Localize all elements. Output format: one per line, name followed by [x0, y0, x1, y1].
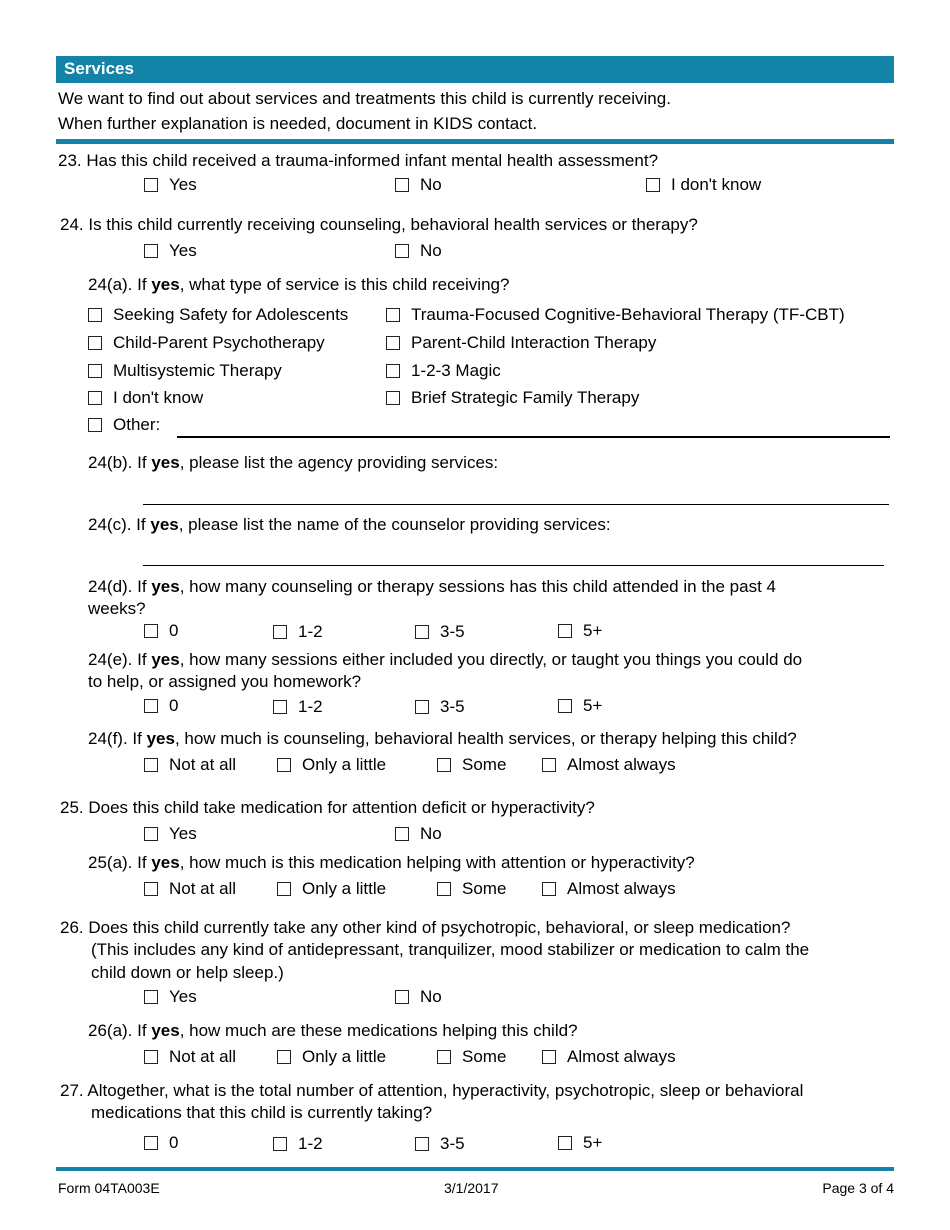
checkbox[interactable]	[395, 827, 409, 841]
q26a-some[interactable]: Some	[437, 1046, 506, 1067]
q24a-bsft[interactable]: Brief Strategic Family Therapy	[386, 387, 639, 408]
q25a-almost-always[interactable]: Almost always	[542, 878, 676, 899]
checkbox[interactable]	[144, 758, 158, 772]
q27-0[interactable]: 0	[144, 1132, 178, 1153]
checkbox[interactable]	[88, 418, 102, 432]
checkbox[interactable]	[415, 1137, 429, 1151]
q24a-pcit[interactable]: Parent-Child Interaction Therapy	[386, 332, 656, 353]
q24f-only-a-little[interactable]: Only a little	[277, 754, 386, 775]
q27-5plus[interactable]: 5+	[558, 1132, 602, 1153]
question-27: 27. Altogether, what is the total number of attention, hyperactivity, psychotropic, sleep or behavioral	[60, 1081, 804, 1100]
q24a-other[interactable]: Other:	[88, 414, 160, 435]
q23-no[interactable]: No	[395, 174, 442, 195]
q25-no[interactable]: No	[395, 823, 442, 844]
checkbox[interactable]	[277, 1050, 291, 1064]
q26a-not-at-all[interactable]: Not at all	[144, 1046, 236, 1067]
q24f-almost-always[interactable]: Almost always	[542, 754, 676, 775]
q24a-dont-know[interactable]: I don't know	[88, 387, 203, 408]
checkbox[interactable]	[646, 178, 660, 192]
q24d-1-2[interactable]: 1-2	[273, 621, 323, 642]
checkbox[interactable]	[558, 1136, 572, 1150]
checkbox[interactable]	[558, 624, 572, 638]
question-25a: 25(a). If yes, how much is this medication helping with attention or hyperactivity?	[88, 853, 695, 872]
q24d-0[interactable]: 0	[144, 620, 178, 641]
checkbox[interactable]	[415, 625, 429, 639]
section-divider	[56, 139, 894, 144]
question-27-line2: medications that this child is currently taking?	[91, 1103, 433, 1122]
footer-form-number: Form 04TA003E	[58, 1180, 160, 1196]
footer-date: 3/1/2017	[444, 1180, 499, 1196]
question-24f: 24(f). If yes, how much is counseling, behavioral health services, or therapy helping this child?	[88, 729, 797, 748]
checkbox[interactable]	[542, 1050, 556, 1064]
checkbox[interactable]	[273, 700, 287, 714]
q24a-multisystemic[interactable]: Multisystemic Therapy	[88, 360, 282, 381]
checkbox[interactable]	[144, 990, 158, 1004]
question-24b: 24(b). If yes, please list the agency providing services:	[88, 453, 499, 472]
q26a-almost-always[interactable]: Almost always	[542, 1046, 676, 1067]
q24e-5plus[interactable]: 5+	[558, 695, 602, 716]
question-24a: 24(a). If yes, what type of service is this child receiving?	[88, 275, 510, 294]
q26-no[interactable]: No	[395, 986, 442, 1007]
q24f-some[interactable]: Some	[437, 754, 506, 775]
q24a-child-parent[interactable]: Child-Parent Psychotherapy	[88, 332, 325, 353]
q25a-not-at-all[interactable]: Not at all	[144, 878, 236, 899]
q24a-tf-cbt[interactable]: Trauma-Focused Cognitive-Behavioral Therapy (TF-CBT)	[386, 304, 845, 325]
q23-dont-know[interactable]: I don't know	[646, 174, 761, 195]
checkbox[interactable]	[144, 882, 158, 896]
section-header: Services	[56, 56, 894, 83]
checkbox[interactable]	[395, 244, 409, 258]
question-26: 26. Does this child currently take any other kind of psychotropic, behavioral, or sleep medication?	[60, 918, 791, 937]
question-24: 24. Is this child currently receiving counseling, behavioral health services or therapy?	[60, 215, 698, 234]
question-26-line3: child down or help sleep.)	[91, 963, 284, 982]
q27-1-2[interactable]: 1-2	[273, 1133, 323, 1154]
checkbox[interactable]	[144, 1136, 158, 1150]
checkbox[interactable]	[144, 699, 158, 713]
q25a-some[interactable]: Some	[437, 878, 506, 899]
q24e-0[interactable]: 0	[144, 695, 178, 716]
question-24d-line2: weeks?	[88, 599, 146, 618]
checkbox[interactable]	[386, 308, 400, 322]
checkbox[interactable]	[386, 391, 400, 405]
question-24c: 24(c). If yes, please list the name of the counselor providing services:	[88, 515, 611, 534]
checkbox[interactable]	[415, 700, 429, 714]
q24-no[interactable]: No	[395, 240, 442, 261]
checkbox[interactable]	[542, 882, 556, 896]
checkbox[interactable]	[144, 244, 158, 258]
checkbox[interactable]	[277, 758, 291, 772]
checkbox[interactable]	[386, 364, 400, 378]
question-24e-line2: to help, or assigned you homework?	[88, 672, 362, 691]
checkbox[interactable]	[437, 758, 451, 772]
q24d-5plus[interactable]: 5+	[558, 620, 602, 641]
q24a-123-magic[interactable]: 1-2-3 Magic	[386, 360, 501, 381]
checkbox[interactable]	[144, 178, 158, 192]
q23-yes[interactable]: Yes	[144, 174, 197, 195]
checkbox[interactable]	[88, 336, 102, 350]
checkbox[interactable]	[558, 699, 572, 713]
q24d-3-5[interactable]: 3-5	[415, 621, 465, 642]
checkbox[interactable]	[88, 364, 102, 378]
checkbox[interactable]	[395, 990, 409, 1004]
intro-line-1: We want to find out about services and treatments this child is currently receiving.	[58, 89, 671, 108]
checkbox[interactable]	[88, 308, 102, 322]
agency-input-line[interactable]	[143, 504, 889, 505]
checkbox[interactable]	[273, 625, 287, 639]
q24a-seeking-safety[interactable]: Seeking Safety for Adolescents	[88, 304, 348, 325]
question-24d: 24(d). If yes, how many counseling or therapy sessions has this child attended in the past 4	[88, 577, 776, 596]
q24e-3-5[interactable]: 3-5	[415, 696, 465, 717]
question-23: 23. Has this child received a trauma-informed infant mental health assessment?	[58, 151, 659, 170]
checkbox[interactable]	[395, 178, 409, 192]
q25a-only-a-little[interactable]: Only a little	[277, 878, 386, 899]
footer-page-number: Page 3 of 4	[822, 1180, 894, 1196]
q27-3-5[interactable]: 3-5	[415, 1133, 465, 1154]
q26-yes[interactable]: Yes	[144, 986, 197, 1007]
q25-yes[interactable]: Yes	[144, 823, 197, 844]
intro-line-2: When further explanation is needed, document in KIDS contact.	[58, 114, 538, 133]
q26a-only-a-little[interactable]: Only a little	[277, 1046, 386, 1067]
checkbox[interactable]	[277, 882, 291, 896]
q24f-not-at-all[interactable]: Not at all	[144, 754, 236, 775]
question-25: 25. Does this child take medication for attention deficit or hyperactivity?	[60, 798, 595, 817]
question-24e: 24(e). If yes, how many sessions either included you directly, or taught you things you could do	[88, 650, 803, 669]
checkbox[interactable]	[386, 336, 400, 350]
checkbox[interactable]	[144, 624, 158, 638]
checkbox[interactable]	[144, 1050, 158, 1064]
checkbox[interactable]	[437, 882, 451, 896]
q24-yes[interactable]: Yes	[144, 240, 197, 261]
footer-divider	[56, 1167, 894, 1171]
checkbox[interactable]	[437, 1050, 451, 1064]
checkbox[interactable]	[273, 1137, 287, 1151]
question-26-line2: (This includes any kind of antidepressant, tranquilizer, mood stabilizer or medication to calm the	[91, 940, 810, 959]
q24e-1-2[interactable]: 1-2	[273, 696, 323, 717]
checkbox[interactable]	[88, 391, 102, 405]
other-input-line[interactable]	[177, 436, 890, 438]
checkbox[interactable]	[144, 827, 158, 841]
checkbox[interactable]	[542, 758, 556, 772]
counselor-input-line[interactable]	[143, 565, 884, 566]
question-26a: 26(a). If yes, how much are these medications helping this child?	[88, 1021, 578, 1040]
